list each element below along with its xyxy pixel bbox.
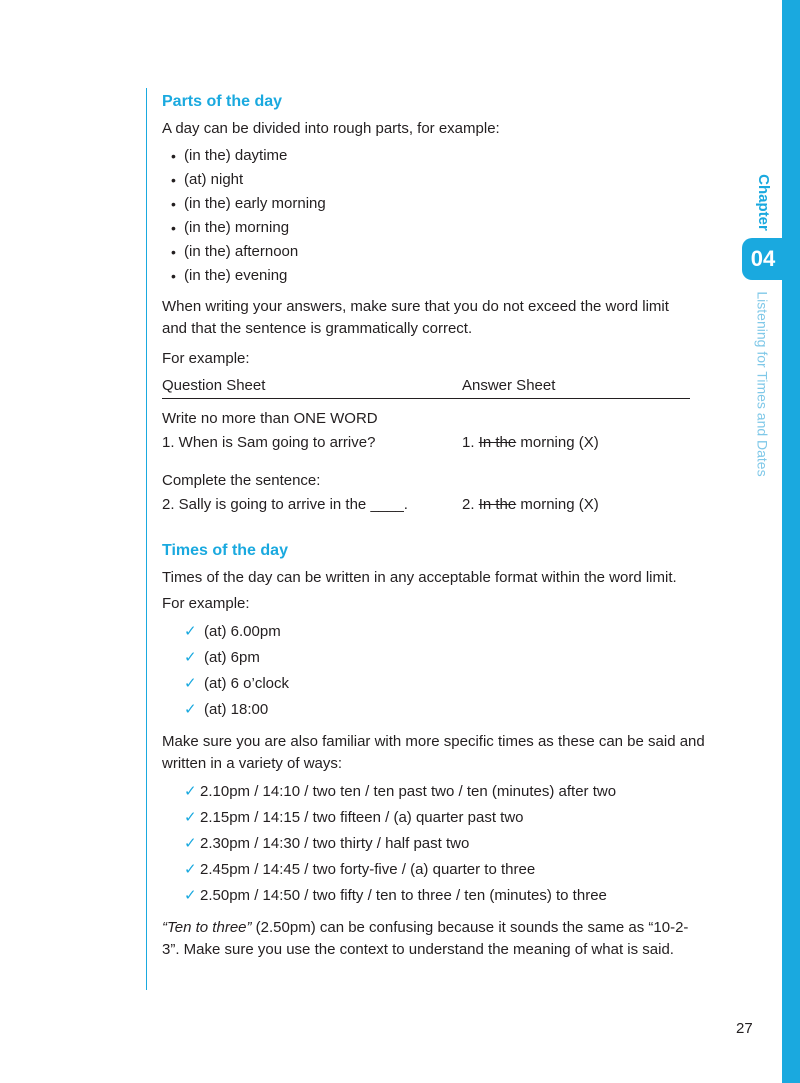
bullet-icon: •: [171, 148, 176, 164]
list-item: ✓ 2.30pm / 14:30 / two thirty / half past two: [184, 831, 722, 857]
bullet-icon: •: [171, 172, 176, 188]
list-item: ✓ 2.50pm / 14:50 / two fifty / ten to three / ten (minutes) to three: [184, 883, 722, 909]
times-closing-line-1: “Ten to three” (2.50pm) can be confusing because it sounds the same as “10-2-: [162, 919, 689, 936]
example-row-2: [162, 493, 690, 517]
question-1: 1. When is Sam going to arrive?: [162, 434, 376, 451]
bullet-icon: •: [171, 196, 176, 212]
check-icon: ✓: [184, 623, 197, 640]
instruction-row-1: [162, 407, 690, 431]
bullet-icon: •: [171, 268, 176, 284]
answer-1: 1. In the morning (X): [462, 434, 599, 451]
list-item: ✓ (at) 6pm: [184, 645, 722, 671]
bullet-icon: •: [171, 244, 176, 260]
answer-sheet-header: Answer Sheet: [462, 377, 556, 394]
list-item: • (in the) afternoon: [162, 240, 722, 264]
list-item: • (in the) evening: [162, 264, 722, 288]
chapter-label-text: Chapter: [754, 173, 772, 231]
check-icon: ✓: [184, 649, 197, 666]
check-icon: ✓: [184, 675, 197, 692]
chapter-label: [744, 168, 782, 236]
chapter-number-badge: 04: [742, 238, 784, 280]
instruction-one-word: Write no more than ONE WORD: [162, 410, 378, 427]
parts-bullet-list: [162, 144, 722, 288]
check-icon: ✓: [184, 701, 197, 718]
check-icon: ✓: [184, 809, 197, 826]
list-item: • (in the) early morning: [162, 192, 722, 216]
times-example-list: [184, 619, 722, 723]
parts-note-line-1: When writing your answers, make sure that you do not exceed the word limit: [162, 298, 669, 315]
times-intro: Times of the day can be written in any acceptable format within the word limit.: [162, 569, 677, 586]
parts-for-example: For example:: [162, 350, 250, 367]
times-specific-line-1: Make sure you are also familiar with more specific times as these can be said and: [162, 733, 705, 750]
struck-text: In the: [478, 496, 517, 513]
chapter-title-text: Listening for Times and Dates: [755, 291, 771, 477]
question-sheet-header: Question Sheet: [162, 377, 266, 394]
times-for-example: For example:: [162, 595, 250, 612]
check-icon: ✓: [184, 835, 197, 852]
struck-text: In the: [478, 434, 517, 451]
parts-intro: A day can be divided into rough parts, for example:: [162, 120, 500, 137]
left-margin-rule: [146, 88, 147, 990]
bullet-icon: •: [171, 220, 176, 236]
chapter-title: [744, 286, 782, 482]
list-item: • (in the) morning: [162, 216, 722, 240]
list-item: ✓ 2.15pm / 14:15 / two fifteen / (a) quarter past two: [184, 805, 722, 831]
sheet-header-row: [162, 374, 690, 399]
page-number: 27: [736, 1020, 753, 1037]
times-closing-line-2: 3”. Make sure you use the context to understand the meaning of what is said.: [162, 941, 674, 958]
section-heading-times: Times of the day: [162, 542, 288, 559]
instruction-row-2: [162, 469, 690, 493]
check-icon: ✓: [184, 887, 197, 904]
times-specific-line-2: written in a variety of ways:: [162, 755, 343, 772]
question-2: 2. Sally is going to arrive in the ____.: [162, 496, 408, 513]
list-item: • (at) night: [162, 168, 722, 192]
times-specific-list: [184, 779, 722, 909]
list-item: ✓ (at) 6.00pm: [184, 619, 722, 645]
answer-2: 2. In the morning (X): [462, 496, 599, 513]
list-item: ✓ (at) 18:00: [184, 697, 722, 723]
example-row-1: [162, 431, 690, 455]
parts-note-line-2: and that the sentence is grammatically correct.: [162, 320, 473, 337]
instruction-complete-sentence: Complete the sentence:: [162, 472, 321, 489]
quoted-phrase: “Ten to three”: [162, 919, 252, 936]
page-content: [162, 90, 722, 961]
list-item: ✓ (at) 6 o’clock: [184, 671, 722, 697]
chapter-side-bar: [782, 0, 800, 1083]
list-item: ✓ 2.45pm / 14:45 / two forty-five / (a) quarter to three: [184, 857, 722, 883]
list-item: ✓ 2.10pm / 14:10 / two ten / ten past two / ten (minutes) after two: [184, 779, 722, 805]
check-icon: ✓: [184, 783, 197, 800]
list-item: • (in the) daytime: [162, 144, 722, 168]
check-icon: ✓: [184, 861, 197, 878]
section-heading-parts: Parts of the day: [162, 93, 283, 110]
